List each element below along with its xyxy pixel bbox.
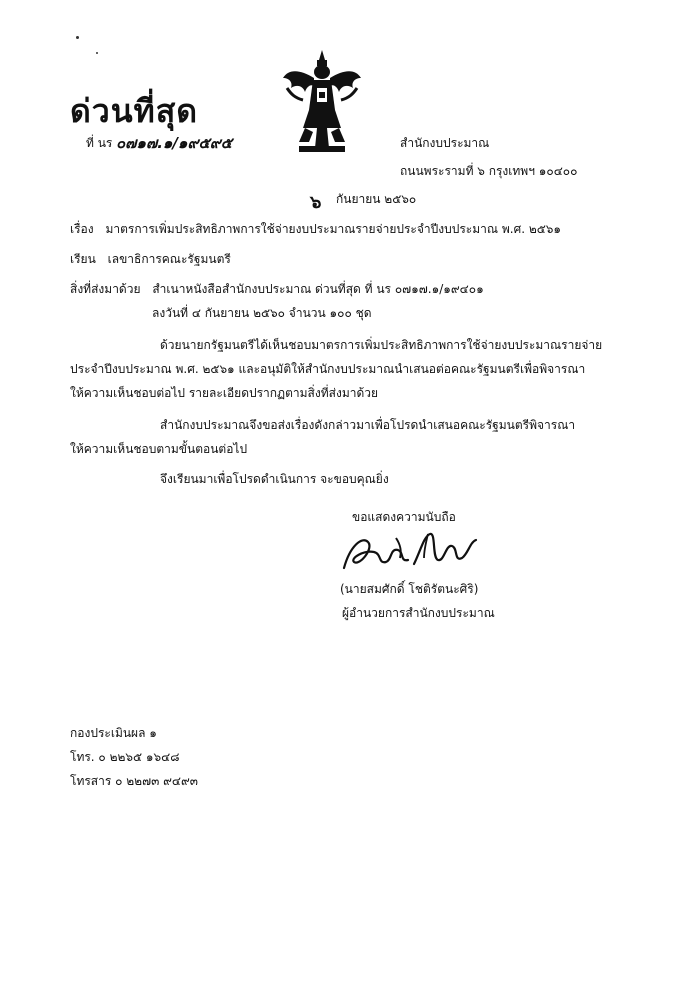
recipient-label: เรียน: [70, 252, 96, 266]
urgent-marking: ด่วนที่สุด: [70, 92, 199, 130]
closing-salutation: ขอแสดงความนับถือ: [352, 510, 456, 524]
enclosure-text: สำเนาหนังสือสำนักงบประมาณ ด่วนที่สุด ที่ นร ๐๗๑๗.๑/๑๙๔๐๑: [152, 282, 484, 296]
body-paragraph-1-line-3: ให้ความเห็นชอบต่อไป รายละเอียดปรากฏตามสิ่งที่ส่งมาด้วย: [70, 386, 379, 400]
enclosure-date-line: ลงวันที่ ๔ กันยายน ๒๕๖๐ จำนวน ๑๐๐ ชุด: [152, 306, 372, 320]
footer-division: กองประเมินผล ๑: [70, 726, 157, 740]
body-paragraph-2-line-2: ให้ความเห็นชอบตามขั้นตอนต่อไป: [70, 442, 248, 456]
recipient-line: [70, 252, 231, 266]
doc-number-label: ที่ นร: [86, 136, 113, 150]
body-paragraph-3: จึงเรียนมาเพื่อโปรดดำเนินการ จะขอบคุณยิ่ง: [160, 472, 389, 486]
footer-fax: โทรสาร ๐ ๒๒๗๓ ๙๔๙๓: [70, 774, 198, 788]
body-paragraph-2-line-1: สำนักงบประมาณจึงขอส่งเรื่องดังกล่าวมาเพื่อโปรดนำเสนอคณะรัฐมนตรีพิจารณา: [160, 418, 576, 432]
handwritten-signature: [340, 528, 480, 576]
office-address: ถนนพระรามที่ ๖ กรุงเทพฯ ๑๐๔๐๐: [400, 164, 578, 178]
date-month-year: กันยายน ๒๕๖๐: [336, 192, 417, 206]
enclosure-line: [70, 282, 484, 296]
footer-phone: โทร. ๐ ๒๒๖๕ ๑๖๔๘: [70, 750, 180, 764]
body-paragraph-1-line-2: ประจำปีงบประมาณ พ.ศ. ๒๕๖๑ และอนุมัติให้สำนักงบประมาณนำเสนอต่อคณะรัฐมนตรีเพื่อพิจารณา: [70, 362, 586, 376]
enclosure-label: สิ่งที่ส่งมาด้วย: [70, 282, 141, 296]
signer-name: (นายสมศักดิ์ โชติรัตนะศิริ): [340, 582, 479, 596]
subject-label: เรื่อง: [70, 222, 94, 236]
scan-speck: [96, 52, 98, 54]
recipient-text: เลขาธิการคณะรัฐมนตรี: [107, 252, 231, 266]
scan-speck: [76, 36, 79, 39]
office-name: สำนักงบประมาณ: [400, 136, 490, 150]
subject-text: มาตรการเพิ่มประสิทธิภาพการใช้จ่ายงบประมาณรายจ่ายประจำปีงบประมาณ พ.ศ. ๒๕๖๑: [105, 222, 562, 236]
garuda-emblem-icon: [281, 48, 363, 154]
body-paragraph-1-line-1: ด้วยนายกรัฐมนตรีได้เห็นชอบมาตรการเพิ่มประสิทธิภาพการใช้จ่ายงบประมาณรายจ่าย: [160, 338, 603, 352]
subject-line: [70, 222, 561, 236]
date-day: ๖: [310, 192, 322, 213]
signer-position: ผู้อำนวยการสำนักงบประมาณ: [342, 606, 495, 620]
doc-number: ๐๗๑๗.๑/๑๙๕๙๕: [116, 134, 233, 152]
